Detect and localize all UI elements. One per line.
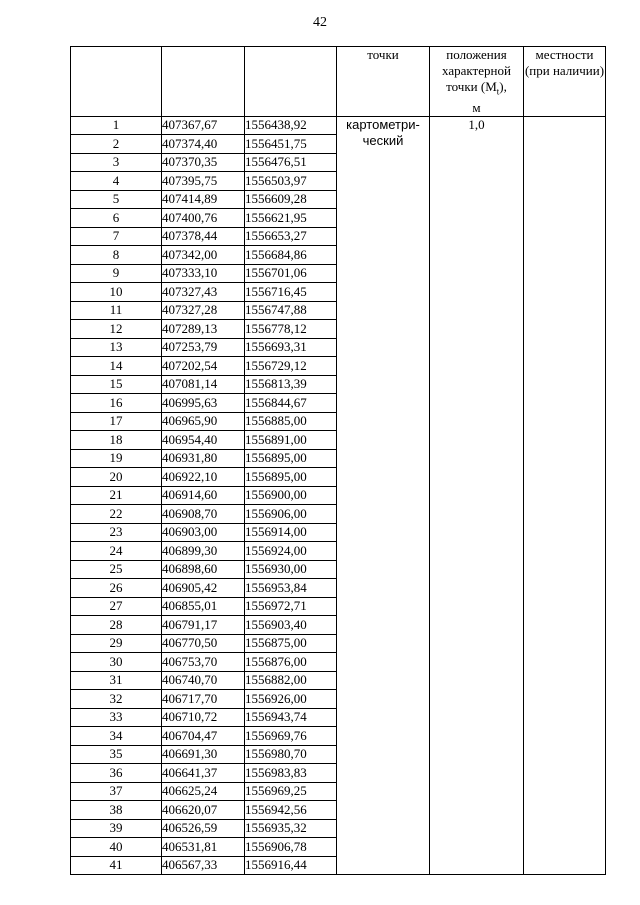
y-coordinate-cell: 1556906,00	[245, 505, 337, 524]
point-number-cell: 16	[71, 394, 162, 413]
x-coordinate-cell: 406531,81	[162, 838, 245, 857]
point-number-cell: 12	[71, 320, 162, 339]
x-coordinate-cell: 406914,60	[162, 486, 245, 505]
point-number-cell: 26	[71, 579, 162, 598]
coordinates-table-body	[71, 47, 606, 875]
point-number-cell: 1	[71, 116, 162, 135]
x-coordinate-cell: 406922,10	[162, 468, 245, 487]
y-coordinate-cell: 1556895,00	[245, 468, 337, 487]
y-coordinate-cell: 1556900,00	[245, 486, 337, 505]
y-coordinate-cell: 1556935,32	[245, 819, 337, 838]
point-number-cell: 19	[71, 449, 162, 468]
x-coordinate-cell: 407342,00	[162, 246, 245, 265]
x-coordinate-cell: 407400,76	[162, 209, 245, 228]
x-coordinate-cell: 406905,42	[162, 579, 245, 598]
point-number-cell: 13	[71, 338, 162, 357]
y-coordinate-cell: 1556684,86	[245, 246, 337, 265]
x-coordinate-cell: 406855,01	[162, 597, 245, 616]
x-coordinate-cell: 407378,44	[162, 227, 245, 246]
x-coordinate-cell: 406965,90	[162, 412, 245, 431]
point-number-cell: 11	[71, 301, 162, 320]
accuracy-cell: 1,0	[430, 116, 524, 875]
x-coordinate-cell: 406691,30	[162, 745, 245, 764]
point-number-cell: 28	[71, 616, 162, 635]
x-coordinate-cell: 406567,33	[162, 856, 245, 875]
x-coordinate-cell: 406753,70	[162, 653, 245, 672]
x-coordinate-cell: 406526,59	[162, 819, 245, 838]
point-number-cell: 30	[71, 653, 162, 672]
x-coordinate-cell: 407081,14	[162, 375, 245, 394]
page-number: 42	[313, 15, 327, 30]
y-coordinate-cell: 1556747,88	[245, 301, 337, 320]
point-number-cell: 35	[71, 745, 162, 764]
x-coordinate-cell: 407253,79	[162, 338, 245, 357]
y-coordinate-cell: 1556942,56	[245, 801, 337, 820]
x-coordinate-cell: 407370,35	[162, 153, 245, 172]
y-coordinate-cell: 1556895,00	[245, 449, 337, 468]
point-number-cell: 6	[71, 209, 162, 228]
y-coordinate-cell: 1556969,25	[245, 782, 337, 801]
y-coordinate-cell: 1556914,00	[245, 523, 337, 542]
table-header-row	[71, 47, 606, 117]
y-coordinate-cell: 1556943,74	[245, 708, 337, 727]
y-coordinate-cell: 1556621,95	[245, 209, 337, 228]
y-coordinate-cell: 1556903,40	[245, 616, 337, 635]
x-coordinate-cell: 406717,70	[162, 690, 245, 709]
x-coordinate-cell: 406898,60	[162, 560, 245, 579]
y-coordinate-cell: 1556969,76	[245, 727, 337, 746]
point-number-cell: 18	[71, 431, 162, 450]
table-row	[71, 116, 606, 135]
x-coordinate-cell: 406903,00	[162, 523, 245, 542]
point-number-cell: 14	[71, 357, 162, 376]
x-coordinate-cell: 407202,54	[162, 357, 245, 376]
y-coordinate-cell: 1556882,00	[245, 671, 337, 690]
y-coordinate-cell: 1556876,00	[245, 653, 337, 672]
point-number-cell: 21	[71, 486, 162, 505]
point-number-cell: 22	[71, 505, 162, 524]
method-cell: картометри- ческий	[337, 116, 430, 875]
header-y	[245, 47, 337, 117]
y-coordinate-cell: 1556653,27	[245, 227, 337, 246]
point-number-cell: 5	[71, 190, 162, 209]
y-coordinate-cell: 1556980,70	[245, 745, 337, 764]
x-coordinate-cell: 406908,70	[162, 505, 245, 524]
y-coordinate-cell: 1556906,78	[245, 838, 337, 857]
y-coordinate-cell: 1556926,00	[245, 690, 337, 709]
x-coordinate-cell: 406995,63	[162, 394, 245, 413]
point-number-cell: 36	[71, 764, 162, 783]
y-coordinate-cell: 1556875,00	[245, 634, 337, 653]
point-number-cell: 8	[71, 246, 162, 265]
point-number-cell: 25	[71, 560, 162, 579]
y-coordinate-cell: 1556503,97	[245, 172, 337, 191]
y-coordinate-cell: 1556813,39	[245, 375, 337, 394]
point-number-cell: 33	[71, 708, 162, 727]
x-coordinate-cell: 406791,17	[162, 616, 245, 635]
x-coordinate-cell: 407327,43	[162, 283, 245, 302]
x-coordinate-cell: 406641,37	[162, 764, 245, 783]
header-description: местности (при наличии)	[524, 47, 606, 117]
x-coordinate-cell: 406625,24	[162, 782, 245, 801]
point-number-cell: 4	[71, 172, 162, 191]
point-number-cell: 27	[71, 597, 162, 616]
x-coordinate-cell: 407367,67	[162, 116, 245, 135]
point-number-cell: 24	[71, 542, 162, 561]
point-number-cell: 38	[71, 801, 162, 820]
coordinates-table	[70, 46, 606, 875]
x-coordinate-cell: 406931,80	[162, 449, 245, 468]
point-number-cell: 10	[71, 283, 162, 302]
x-coordinate-cell: 406770,50	[162, 634, 245, 653]
y-coordinate-cell: 1556844,67	[245, 394, 337, 413]
point-number-cell: 29	[71, 634, 162, 653]
x-coordinate-cell: 406710,72	[162, 708, 245, 727]
y-coordinate-cell: 1556609,28	[245, 190, 337, 209]
header-method: точки	[337, 47, 430, 117]
y-coordinate-cell: 1556916,44	[245, 856, 337, 875]
point-number-cell: 7	[71, 227, 162, 246]
point-number-cell: 3	[71, 153, 162, 172]
x-coordinate-cell: 407374,40	[162, 135, 245, 154]
x-coordinate-cell: 406899,30	[162, 542, 245, 561]
y-coordinate-cell: 1556983,83	[245, 764, 337, 783]
y-coordinate-cell: 1556693,31	[245, 338, 337, 357]
point-number-cell: 32	[71, 690, 162, 709]
point-number-cell: 20	[71, 468, 162, 487]
point-number-cell: 40	[71, 838, 162, 857]
point-number-cell: 15	[71, 375, 162, 394]
y-coordinate-cell: 1556891,00	[245, 431, 337, 450]
y-coordinate-cell: 1556885,00	[245, 412, 337, 431]
point-number-cell: 2	[71, 135, 162, 154]
point-number-cell: 23	[71, 523, 162, 542]
y-coordinate-cell: 1556438,92	[245, 116, 337, 135]
description-cell	[524, 116, 606, 875]
y-coordinate-cell: 1556972,71	[245, 597, 337, 616]
x-coordinate-cell: 407414,89	[162, 190, 245, 209]
point-number-cell: 31	[71, 671, 162, 690]
y-coordinate-cell: 1556451,75	[245, 135, 337, 154]
point-number-cell: 37	[71, 782, 162, 801]
y-coordinate-cell: 1556930,00	[245, 560, 337, 579]
x-coordinate-cell: 407333,10	[162, 264, 245, 283]
x-coordinate-cell: 406620,07	[162, 801, 245, 820]
point-number-cell: 41	[71, 856, 162, 875]
y-coordinate-cell: 1556729,12	[245, 357, 337, 376]
point-number-cell: 17	[71, 412, 162, 431]
x-coordinate-cell: 407327,28	[162, 301, 245, 320]
header-accuracy: положения характерной точки $(M_t)$, м	[430, 47, 524, 117]
x-coordinate-cell: 406704,47	[162, 727, 245, 746]
header-point-number	[71, 47, 162, 117]
y-coordinate-cell: 1556476,51	[245, 153, 337, 172]
header-x	[162, 47, 245, 117]
x-coordinate-cell: 406954,40	[162, 431, 245, 450]
point-number-cell: 34	[71, 727, 162, 746]
x-coordinate-cell: 407395,75	[162, 172, 245, 191]
x-coordinate-cell: 406740,70	[162, 671, 245, 690]
y-coordinate-cell: 1556778,12	[245, 320, 337, 339]
y-coordinate-cell: 1556924,00	[245, 542, 337, 561]
y-coordinate-cell: 1556716,45	[245, 283, 337, 302]
point-number-cell: 39	[71, 819, 162, 838]
y-coordinate-cell: 1556953,84	[245, 579, 337, 598]
x-coordinate-cell: 407289,13	[162, 320, 245, 339]
point-number-cell: 9	[71, 264, 162, 283]
y-coordinate-cell: 1556701,06	[245, 264, 337, 283]
